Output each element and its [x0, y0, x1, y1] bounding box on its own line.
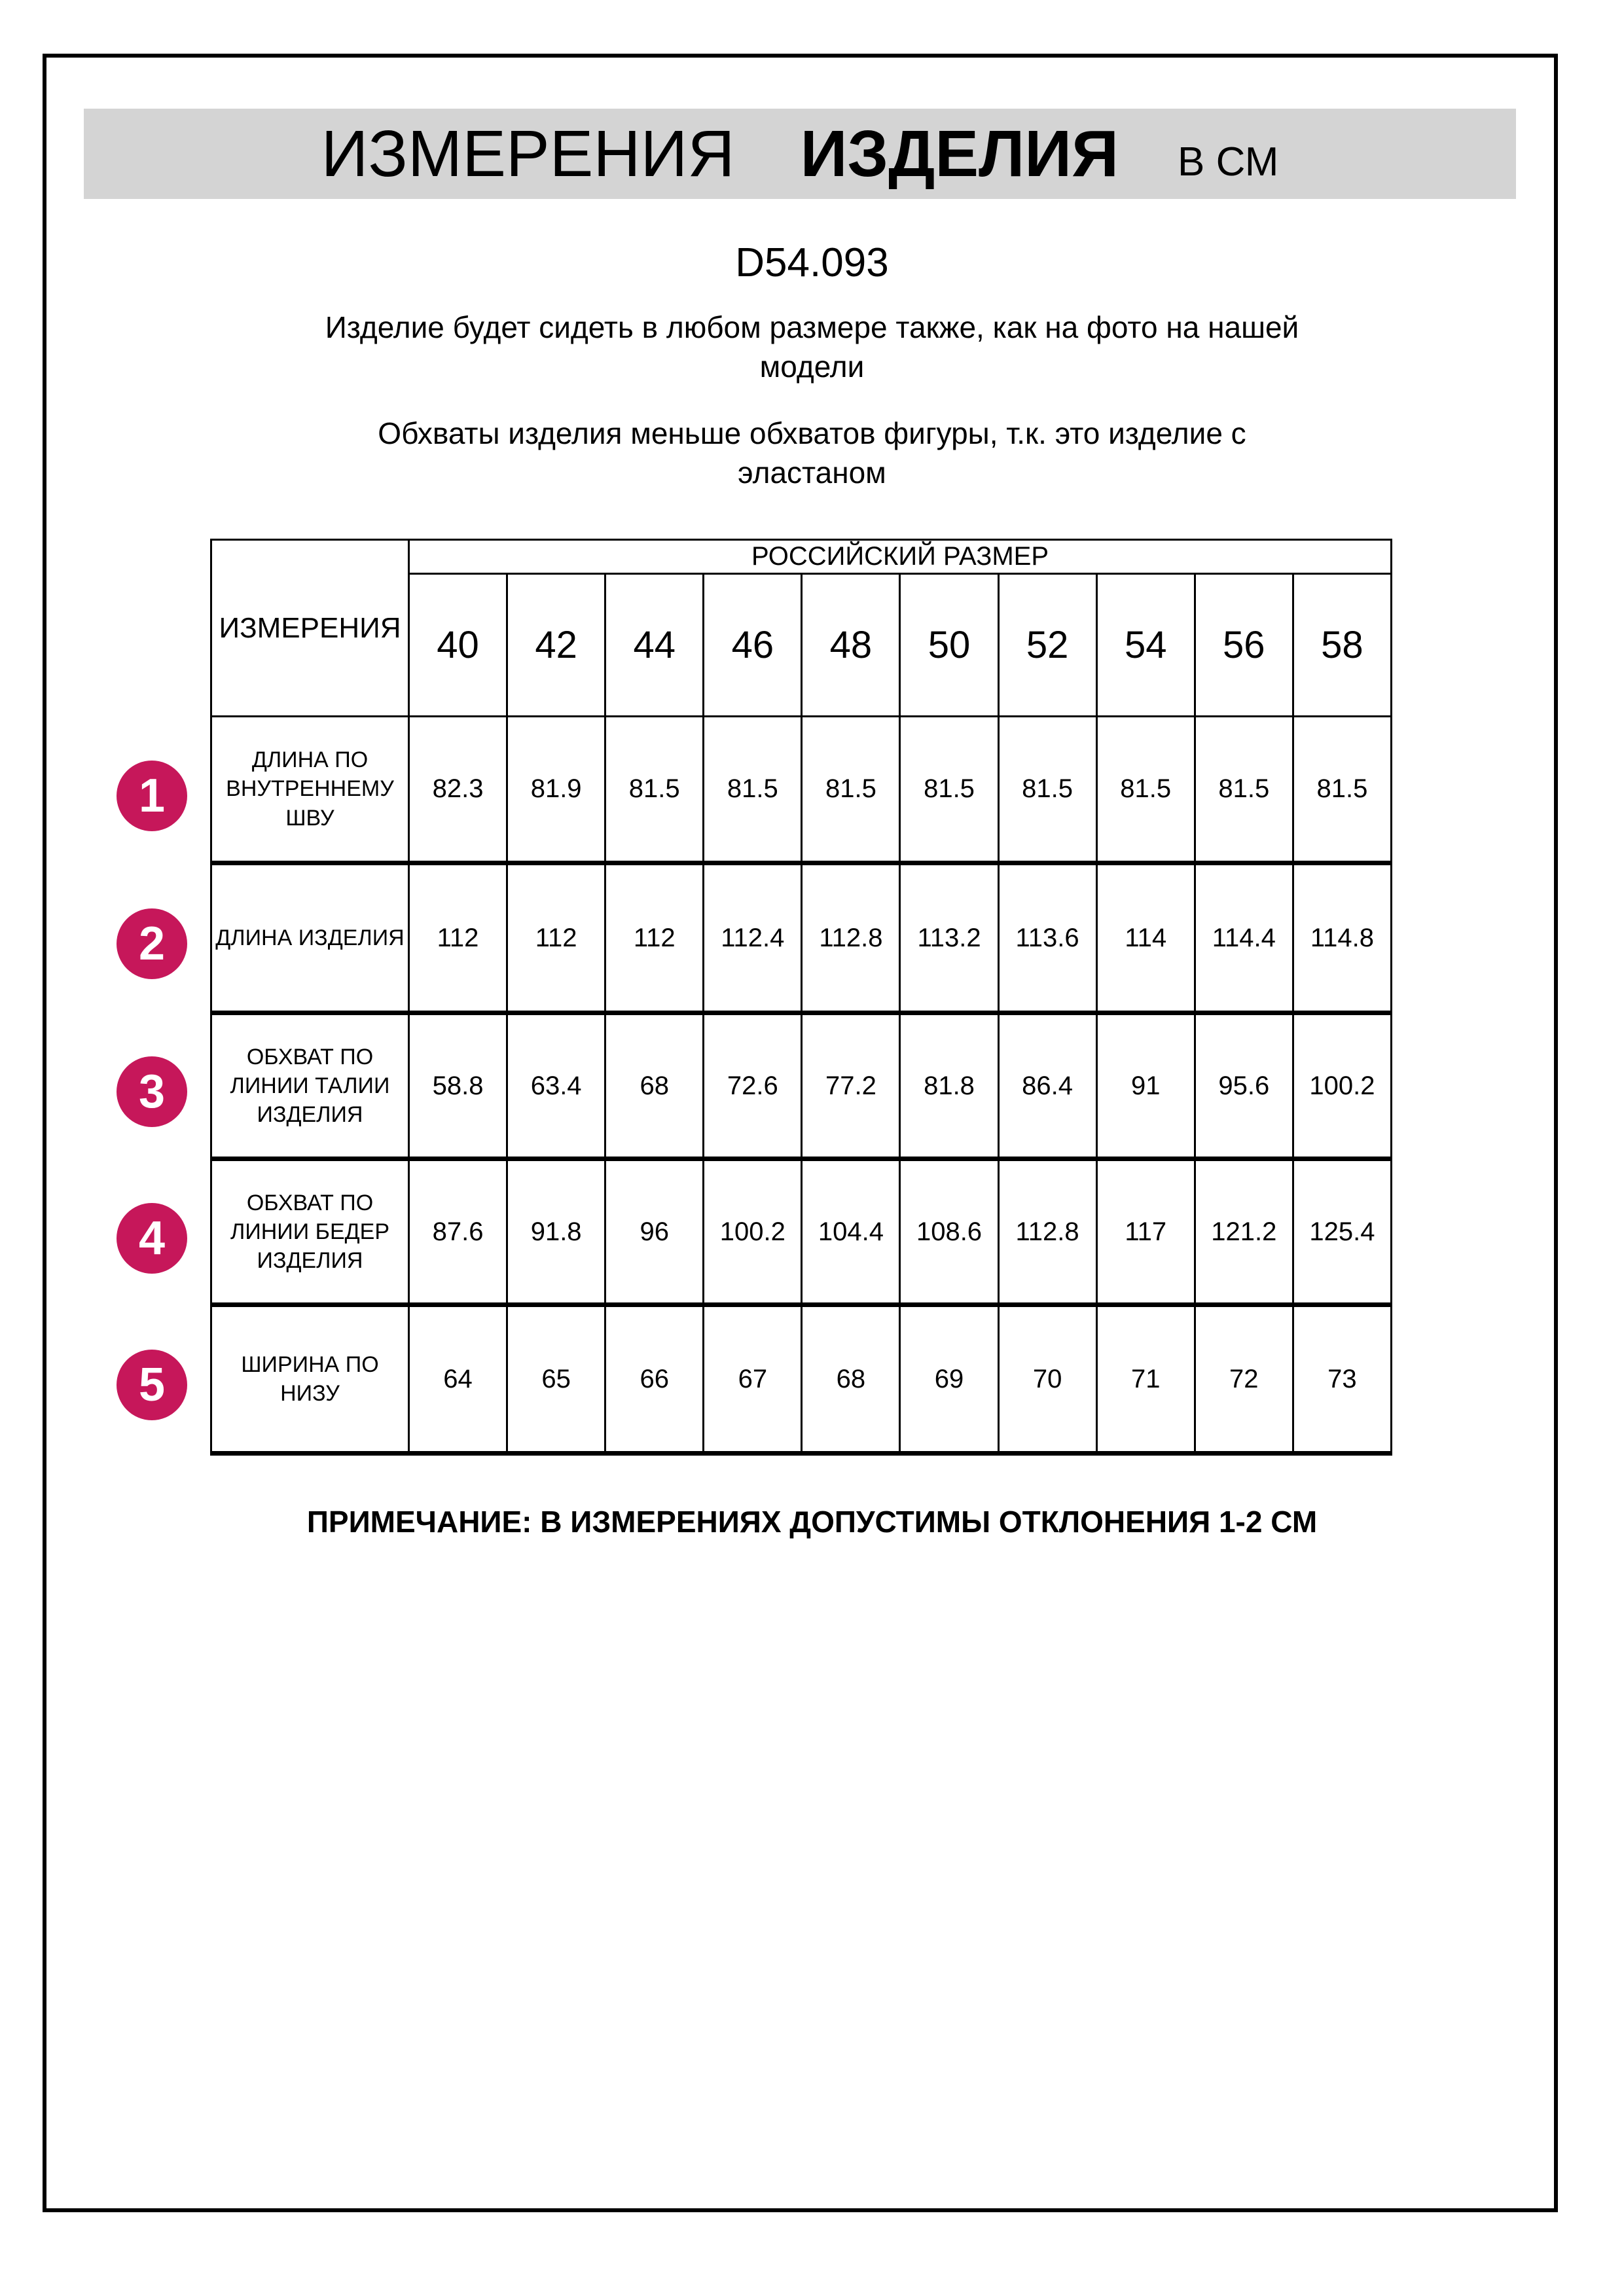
row-number-badge-4: 4 [117, 1203, 187, 1274]
row-number-badge-2: 2 [117, 908, 187, 979]
size-table-body [211, 717, 1392, 1454]
value-row1-size42: 81.9 [507, 717, 605, 863]
row-label-5: ШИРИНА ПО НИЗУ [211, 1305, 409, 1454]
value-row2-size44: 112 [605, 863, 704, 1013]
value-row1-size48: 81.5 [802, 717, 900, 863]
value-row1-size52: 81.5 [998, 717, 1096, 863]
value-row2-size48: 112.8 [802, 863, 900, 1013]
size-header-52: 52 [998, 574, 1096, 717]
value-row1-size46: 81.5 [704, 717, 802, 863]
table-row-1 [211, 717, 1392, 863]
value-row5-size42: 65 [507, 1305, 605, 1454]
value-row1-size54: 81.5 [1096, 717, 1195, 863]
russian-size-header: РОССИЙСКИЙ РАЗМЕР [409, 540, 1392, 574]
row-label-4: ОБХВАТ ПО ЛИНИИ БЕДЕР ИЗДЕЛИЯ [211, 1159, 409, 1305]
value-row4-size52: 112.8 [998, 1159, 1096, 1305]
group-header-row [211, 540, 1392, 574]
value-row5-size48: 68 [802, 1305, 900, 1454]
value-row3-size48: 77.2 [802, 1013, 900, 1159]
value-row3-size52: 86.4 [998, 1013, 1096, 1159]
value-row2-size56: 114.4 [1195, 863, 1293, 1013]
value-row1-size58: 81.5 [1293, 717, 1391, 863]
title-bar [84, 109, 1516, 199]
value-row2-size40: 112 [409, 863, 507, 1013]
value-row3-size56: 95.6 [1195, 1013, 1293, 1159]
row-number-badge-5: 5 [117, 1350, 187, 1420]
tolerance-note: ПРИМЕЧАНИЕ: В ИЗМЕРЕНИЯХ ДОПУСТИМЫ ОТКЛОНЕНИЯ 1-2 СМ [306, 1505, 1318, 1539]
row-number-badge-3: 3 [117, 1056, 187, 1127]
paragraph-elastane-note [0, 414, 1624, 492]
value-row4-size56: 121.2 [1195, 1159, 1293, 1305]
value-row5-size52: 70 [998, 1305, 1096, 1454]
paragraph-fit-note-line1: Изделие будет сидеть в любом размере также, как на фото на нашей [325, 310, 1299, 344]
value-row5-size56: 72 [1195, 1305, 1293, 1454]
value-row3-size46: 72.6 [704, 1013, 802, 1159]
title-unit-cm: В СМ [1178, 139, 1279, 185]
table-row-3 [211, 1013, 1392, 1159]
value-row3-size54: 91 [1096, 1013, 1195, 1159]
paragraph-elastane-note-line2: эластаном [738, 456, 886, 490]
value-row3-size58: 100.2 [1293, 1013, 1391, 1159]
row-label-3: ОБХВАТ ПО ЛИНИИ ТАЛИИ ИЗДЕЛИЯ [211, 1013, 409, 1159]
value-row3-size40: 58.8 [409, 1013, 507, 1159]
value-row5-size40: 64 [409, 1305, 507, 1454]
value-row4-size46: 100.2 [704, 1159, 802, 1305]
paragraph-fit-note-line2: модели [759, 350, 865, 384]
value-row2-size58: 114.8 [1293, 863, 1391, 1013]
size-header-50: 50 [900, 574, 998, 717]
value-row1-size50: 81.5 [900, 717, 998, 863]
value-row5-size44: 66 [605, 1305, 704, 1454]
size-header-40: 40 [409, 574, 507, 717]
value-row5-size54: 71 [1096, 1305, 1195, 1454]
value-row4-size48: 104.4 [802, 1159, 900, 1305]
value-row2-size42: 112 [507, 863, 605, 1013]
value-row3-size50: 81.8 [900, 1013, 998, 1159]
size-header-46: 46 [704, 574, 802, 717]
measurements-column-header: ИЗМЕРЕНИЯ [211, 540, 409, 717]
size-header-56: 56 [1195, 574, 1293, 717]
size-header-44: 44 [605, 574, 704, 717]
value-row4-size50: 108.6 [900, 1159, 998, 1305]
value-row1-size40: 82.3 [409, 717, 507, 863]
value-row2-size50: 113.2 [900, 863, 998, 1013]
title-word-product: ИЗДЕЛИЯ [800, 117, 1119, 190]
value-row4-size58: 125.4 [1293, 1159, 1391, 1305]
value-row4-size44: 96 [605, 1159, 704, 1305]
product-code: D54.093 [735, 240, 889, 285]
row-label-1: ДЛИНА ПО ВНУТРЕННЕМУ ШВУ [211, 717, 409, 863]
size-table [210, 539, 1392, 1456]
table-row-4 [211, 1159, 1392, 1305]
value-row2-size46: 112.4 [704, 863, 802, 1013]
row-label-2: ДЛИНА ИЗДЕЛИЯ [211, 863, 409, 1013]
value-row4-size40: 87.6 [409, 1159, 507, 1305]
value-row3-size44: 68 [605, 1013, 704, 1159]
row-number-badge-1: 1 [117, 761, 187, 831]
value-row1-size44: 81.5 [605, 717, 704, 863]
value-row2-size52: 113.6 [998, 863, 1096, 1013]
size-header-48: 48 [802, 574, 900, 717]
value-row5-size50: 69 [900, 1305, 998, 1454]
paragraph-fit-note [0, 308, 1624, 386]
size-header-54: 54 [1096, 574, 1195, 717]
title-word-measurements: ИЗМЕРЕНИЯ [321, 117, 735, 190]
size-header-58: 58 [1293, 574, 1391, 717]
value-row1-size56: 81.5 [1195, 717, 1293, 863]
table-row-2 [211, 863, 1392, 1013]
paragraph-elastane-note-line1: Обхваты изделия меньше обхватов фигуры, т.к. это изделие с [378, 416, 1246, 450]
value-row4-size42: 91.8 [507, 1159, 605, 1305]
value-row5-size46: 67 [704, 1305, 802, 1454]
value-row4-size54: 117 [1096, 1159, 1195, 1305]
value-row3-size42: 63.4 [507, 1013, 605, 1159]
size-header-42: 42 [507, 574, 605, 717]
value-row2-size54: 114 [1096, 863, 1195, 1013]
table-row-5 [211, 1305, 1392, 1454]
value-row5-size58: 73 [1293, 1305, 1391, 1454]
